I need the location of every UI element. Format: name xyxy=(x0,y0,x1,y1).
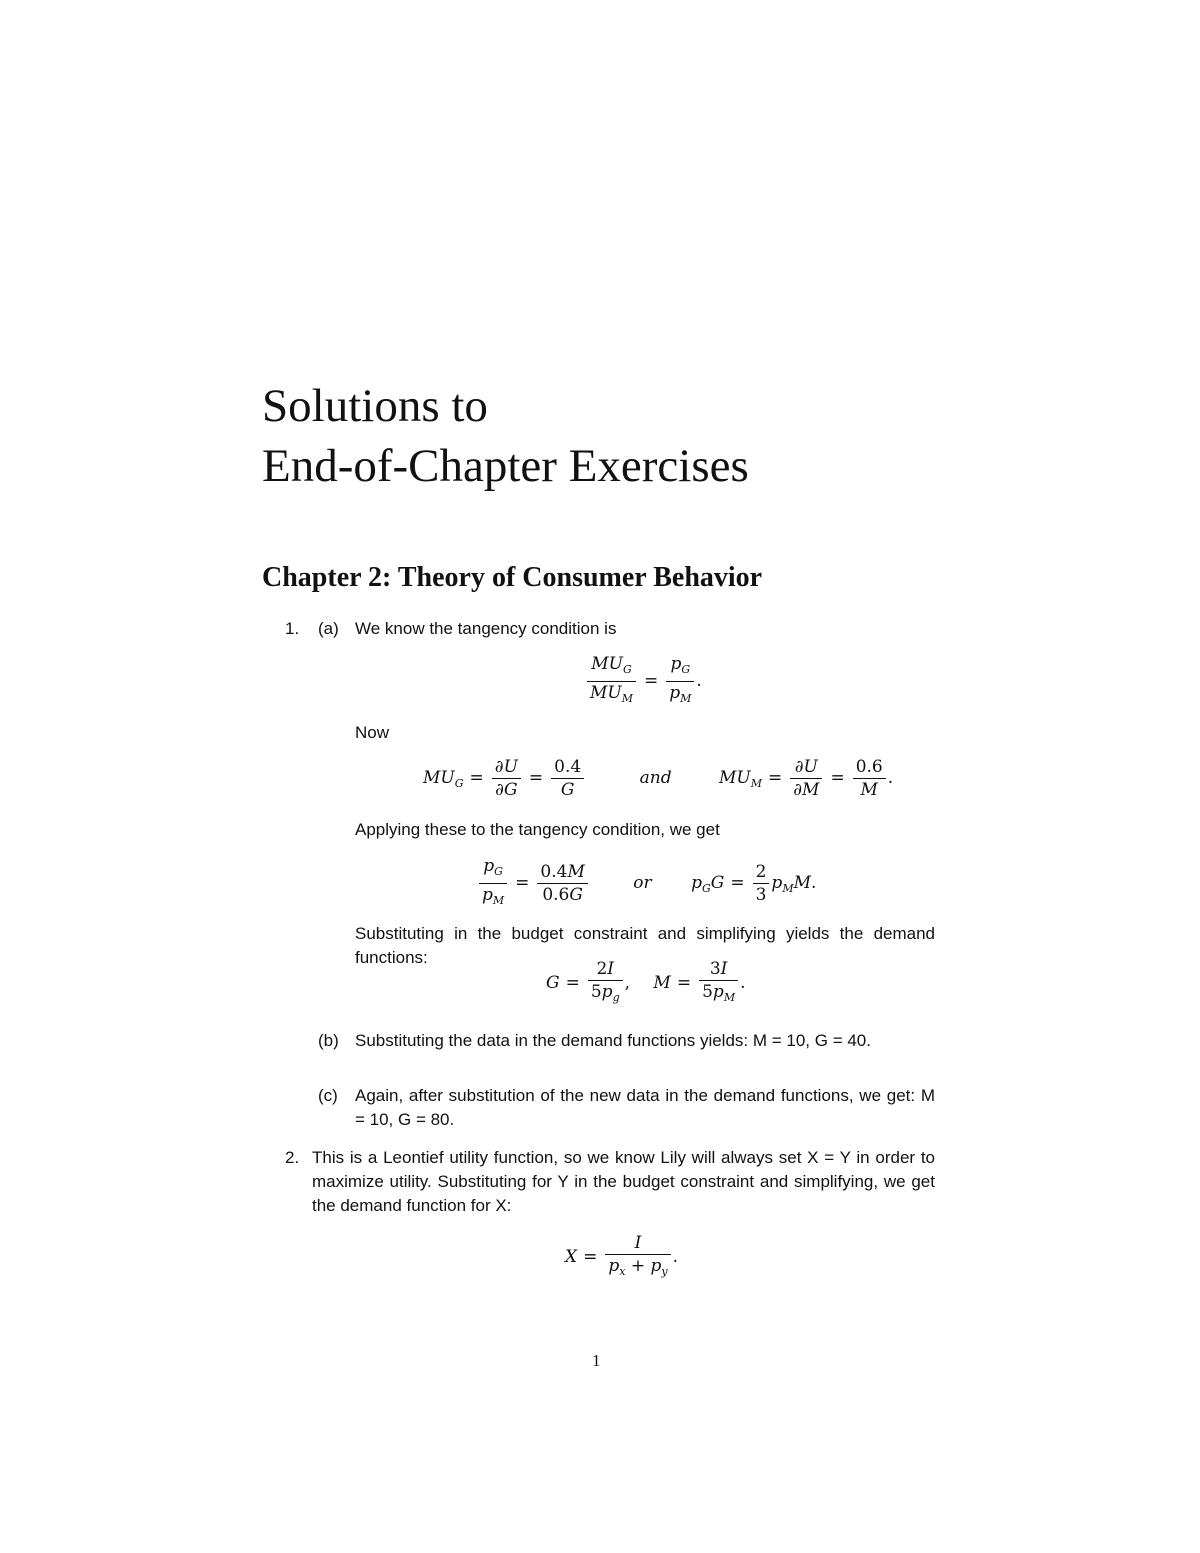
title-line-1: Solutions to xyxy=(262,380,488,432)
title-line-2: End-of-Chapter Exercises xyxy=(262,440,749,492)
equation-tangency: $\frac{MU_G}{MU_M}$ = $\frac{p_G}{p_M}$ . xyxy=(585,653,702,710)
equation-ratio: $\frac{p_G}{p_M}$ = $\frac{0.4M}{0.6G}$ or $p_GG$ = $\frac{2}{3}$ $p_MM$. xyxy=(477,855,816,912)
part-a-label: (a) xyxy=(318,619,339,638)
document-title xyxy=(262,376,749,496)
part-a-applying: Applying these to the tangency condition, we get xyxy=(355,820,720,839)
exercise-2-text: This is a Leontief utility function, so we know Lily will always set X = Y in order to maximize utility. Substituting for Y in the budget constraint and simplifying, we get the demand function for X: xyxy=(312,1148,935,1215)
part-c-label: (c) xyxy=(318,1086,338,1105)
part-a-substituting: Substituting in the budget constraint and simplifying yields the demand functions: xyxy=(355,924,935,967)
page-number: 1 xyxy=(592,1351,601,1370)
exercise-2-number: 2. xyxy=(285,1148,300,1167)
exercise-1-number: 1. xyxy=(285,619,300,638)
equation-marginal-utilities: $MU_G$ = $\frac{\partial U}{\partial G}$ = $\frac{0.4}{G}$ and $MU_M$ = $\frac{\partial U}{\partial M}$ = $\frac{0.6}{M}$ . xyxy=(423,757,894,800)
part-b-label: (b) xyxy=(318,1031,339,1050)
part-b-text: Substituting the data in the demand functions yields: M = 10, G = 40. xyxy=(355,1031,871,1050)
part-a-intro: We know the tangency condition is xyxy=(355,619,617,638)
chapter-heading: Chapter 2: Theory of Consumer Behavior xyxy=(262,562,763,593)
equation-leontief-demand: X = $\frac{I}{p_x + p_y}$ . xyxy=(565,1233,679,1278)
or-word: or xyxy=(633,873,652,893)
equation-demand-functions: G = $\frac{2I}{5p_g}$ , M = $\frac{3I}{5p_M}$ . xyxy=(546,959,746,1004)
part-a-now: Now xyxy=(355,723,390,742)
part-c-text: Again, after substitution of the new data in the demand functions, we get: M = 10, G = 80. xyxy=(355,1086,935,1129)
and-word: and xyxy=(639,768,672,788)
